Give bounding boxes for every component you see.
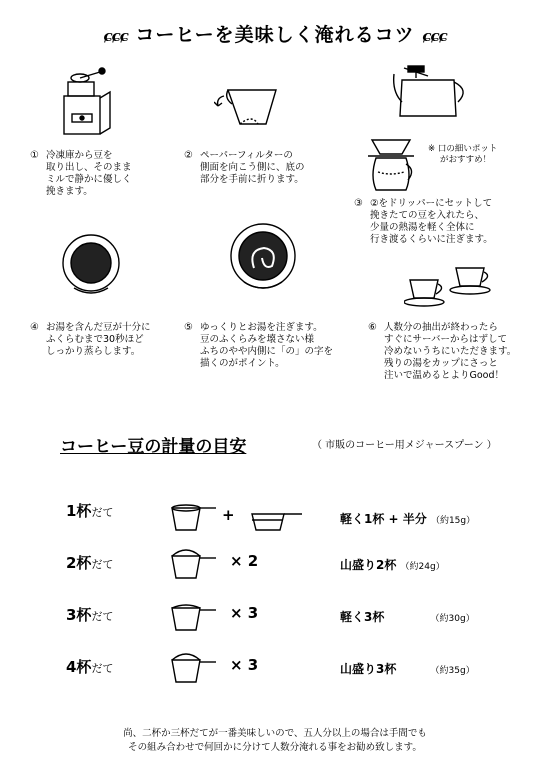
step-line: 挽きます。 bbox=[46, 186, 93, 197]
step-number: ④ bbox=[30, 322, 39, 333]
step-number: ⑤ bbox=[184, 322, 193, 333]
ornament-right: ɕɕɕ bbox=[422, 27, 447, 45]
pot-note bbox=[428, 144, 538, 166]
step-line: 少量の熱湯を軽く全体に bbox=[370, 222, 475, 233]
step-1 bbox=[30, 150, 180, 202]
heaped-spoon-icon bbox=[170, 546, 218, 582]
step-line: 行き渡るくらいに注ぎます。 bbox=[370, 234, 493, 245]
step-line: しっかり蒸らします。 bbox=[46, 346, 141, 357]
guide-note: （ 市販のコーヒー用メジャースプーン ） bbox=[312, 440, 497, 451]
measuring-spoon-icon bbox=[170, 598, 218, 634]
cups-suffix: だて bbox=[91, 610, 114, 623]
pot-note-line: ※ 口の細いポット bbox=[428, 144, 498, 154]
coffee-grinder-icon bbox=[60, 64, 116, 140]
step-number: ⑥ bbox=[368, 322, 377, 333]
amount-text: 軽く3杯 bbox=[340, 610, 385, 624]
step-line: ゆっくりとお湯を注ぎます。 bbox=[200, 322, 323, 333]
step-line: 冷凍庫から豆を bbox=[46, 150, 113, 161]
paper-filter-icon bbox=[214, 84, 284, 132]
step-line: 人数分の抽出が終わったら bbox=[384, 322, 498, 333]
step-line: すぐにサーバーからはずして bbox=[384, 334, 508, 345]
step-line: ②をドリッパーにセットして bbox=[370, 198, 493, 209]
approx-weight: （約30g） bbox=[430, 614, 475, 624]
step-3 bbox=[354, 198, 534, 250]
step-line: ふくらむまで30秒ほど bbox=[46, 334, 144, 345]
cups-suffix: だて bbox=[91, 662, 114, 675]
row-1-operator: + bbox=[222, 506, 235, 524]
amount-text: 軽く1杯 + 半分 bbox=[340, 512, 427, 526]
footer-line: その組み合わせで何回かに分けて人数分淹れる事をお勧め致します。 bbox=[128, 742, 422, 753]
page-title bbox=[0, 20, 550, 47]
step-2 bbox=[184, 150, 364, 190]
row-1-amount bbox=[340, 510, 475, 527]
row-4-label bbox=[66, 656, 113, 677]
measuring-spoon-icon bbox=[170, 500, 218, 534]
pour-spiral-icon bbox=[228, 220, 298, 296]
step-number: ③ bbox=[354, 198, 363, 209]
cups-count: 4杯 bbox=[66, 658, 92, 676]
amount-text: 山盛り2杯 bbox=[340, 558, 397, 572]
step-line: ミルで静かに優しく bbox=[46, 174, 132, 185]
row-3-label bbox=[66, 604, 113, 625]
row-2-amount bbox=[340, 556, 445, 573]
row-3-operator: × 3 bbox=[230, 604, 259, 622]
coffee-bloom-icon bbox=[60, 232, 122, 300]
step-line: 豆のふくらみを壊さない様 bbox=[200, 334, 315, 345]
footer-note bbox=[0, 727, 550, 755]
approx-weight: （約24g） bbox=[400, 562, 445, 572]
cups-count: 3杯 bbox=[66, 606, 92, 624]
cups-suffix: だて bbox=[91, 506, 114, 519]
approx-weight: （約35g） bbox=[430, 666, 475, 676]
kettle-icon bbox=[392, 62, 474, 126]
approx-weight: （約15g） bbox=[430, 516, 476, 526]
step-number: ② bbox=[184, 150, 193, 161]
step-line: 挽きたての豆を入れたら、 bbox=[370, 210, 485, 221]
pot-note-line: がおすすめ！ bbox=[440, 155, 492, 165]
cups-count: 1杯 bbox=[66, 502, 92, 520]
step-line: 注いで温めるとよりGood！ bbox=[384, 370, 505, 381]
step-line: 側面を向こう側に、底の bbox=[200, 162, 305, 173]
cups-suffix: だて bbox=[91, 558, 114, 571]
step-6 bbox=[368, 322, 544, 386]
row-1-label bbox=[66, 500, 113, 521]
ornament-left: ɕɕɕ bbox=[103, 27, 128, 45]
row-2-label bbox=[66, 552, 113, 573]
amount-text: 山盛り3杯 bbox=[340, 662, 397, 676]
step-line: 冷めないうちにいただきます。 bbox=[384, 346, 517, 357]
step-line: お湯を含んだ豆が十分に bbox=[46, 322, 151, 333]
half-spoon-icon bbox=[250, 504, 304, 532]
row-4-amount bbox=[340, 660, 475, 677]
row-3-amount bbox=[340, 608, 475, 625]
cups-count: 2杯 bbox=[66, 554, 92, 572]
step-4 bbox=[30, 322, 190, 362]
footer-line: 尚、二杯か三杯だてが一番美味しいので、五人分以上の場合は手間でも bbox=[123, 728, 427, 739]
heaped-spoon-icon bbox=[170, 650, 218, 686]
step-5 bbox=[184, 322, 364, 374]
row-2-operator: × 2 bbox=[230, 552, 259, 570]
step-line: 残りの湯をカップにさっと bbox=[384, 358, 498, 369]
step-line: ペーパーフィルターの bbox=[200, 150, 293, 161]
row-4-operator: × 3 bbox=[230, 656, 259, 674]
step-line: 取り出し、そのまま bbox=[46, 162, 132, 173]
title-text: コーヒーを美味しく淹れるコツ bbox=[135, 24, 415, 46]
step-line: 部分を手前に折ります。 bbox=[200, 174, 304, 185]
dripper-server-icon bbox=[366, 136, 418, 194]
step-line: 描くのがポイント。 bbox=[200, 358, 285, 369]
step-number: ① bbox=[30, 150, 39, 161]
coffee-cups-icon bbox=[404, 262, 496, 310]
guide-title: コーヒー豆の計量の目安 bbox=[60, 437, 247, 457]
step-line: ふちのやや内側に「の」の字を bbox=[200, 346, 334, 357]
